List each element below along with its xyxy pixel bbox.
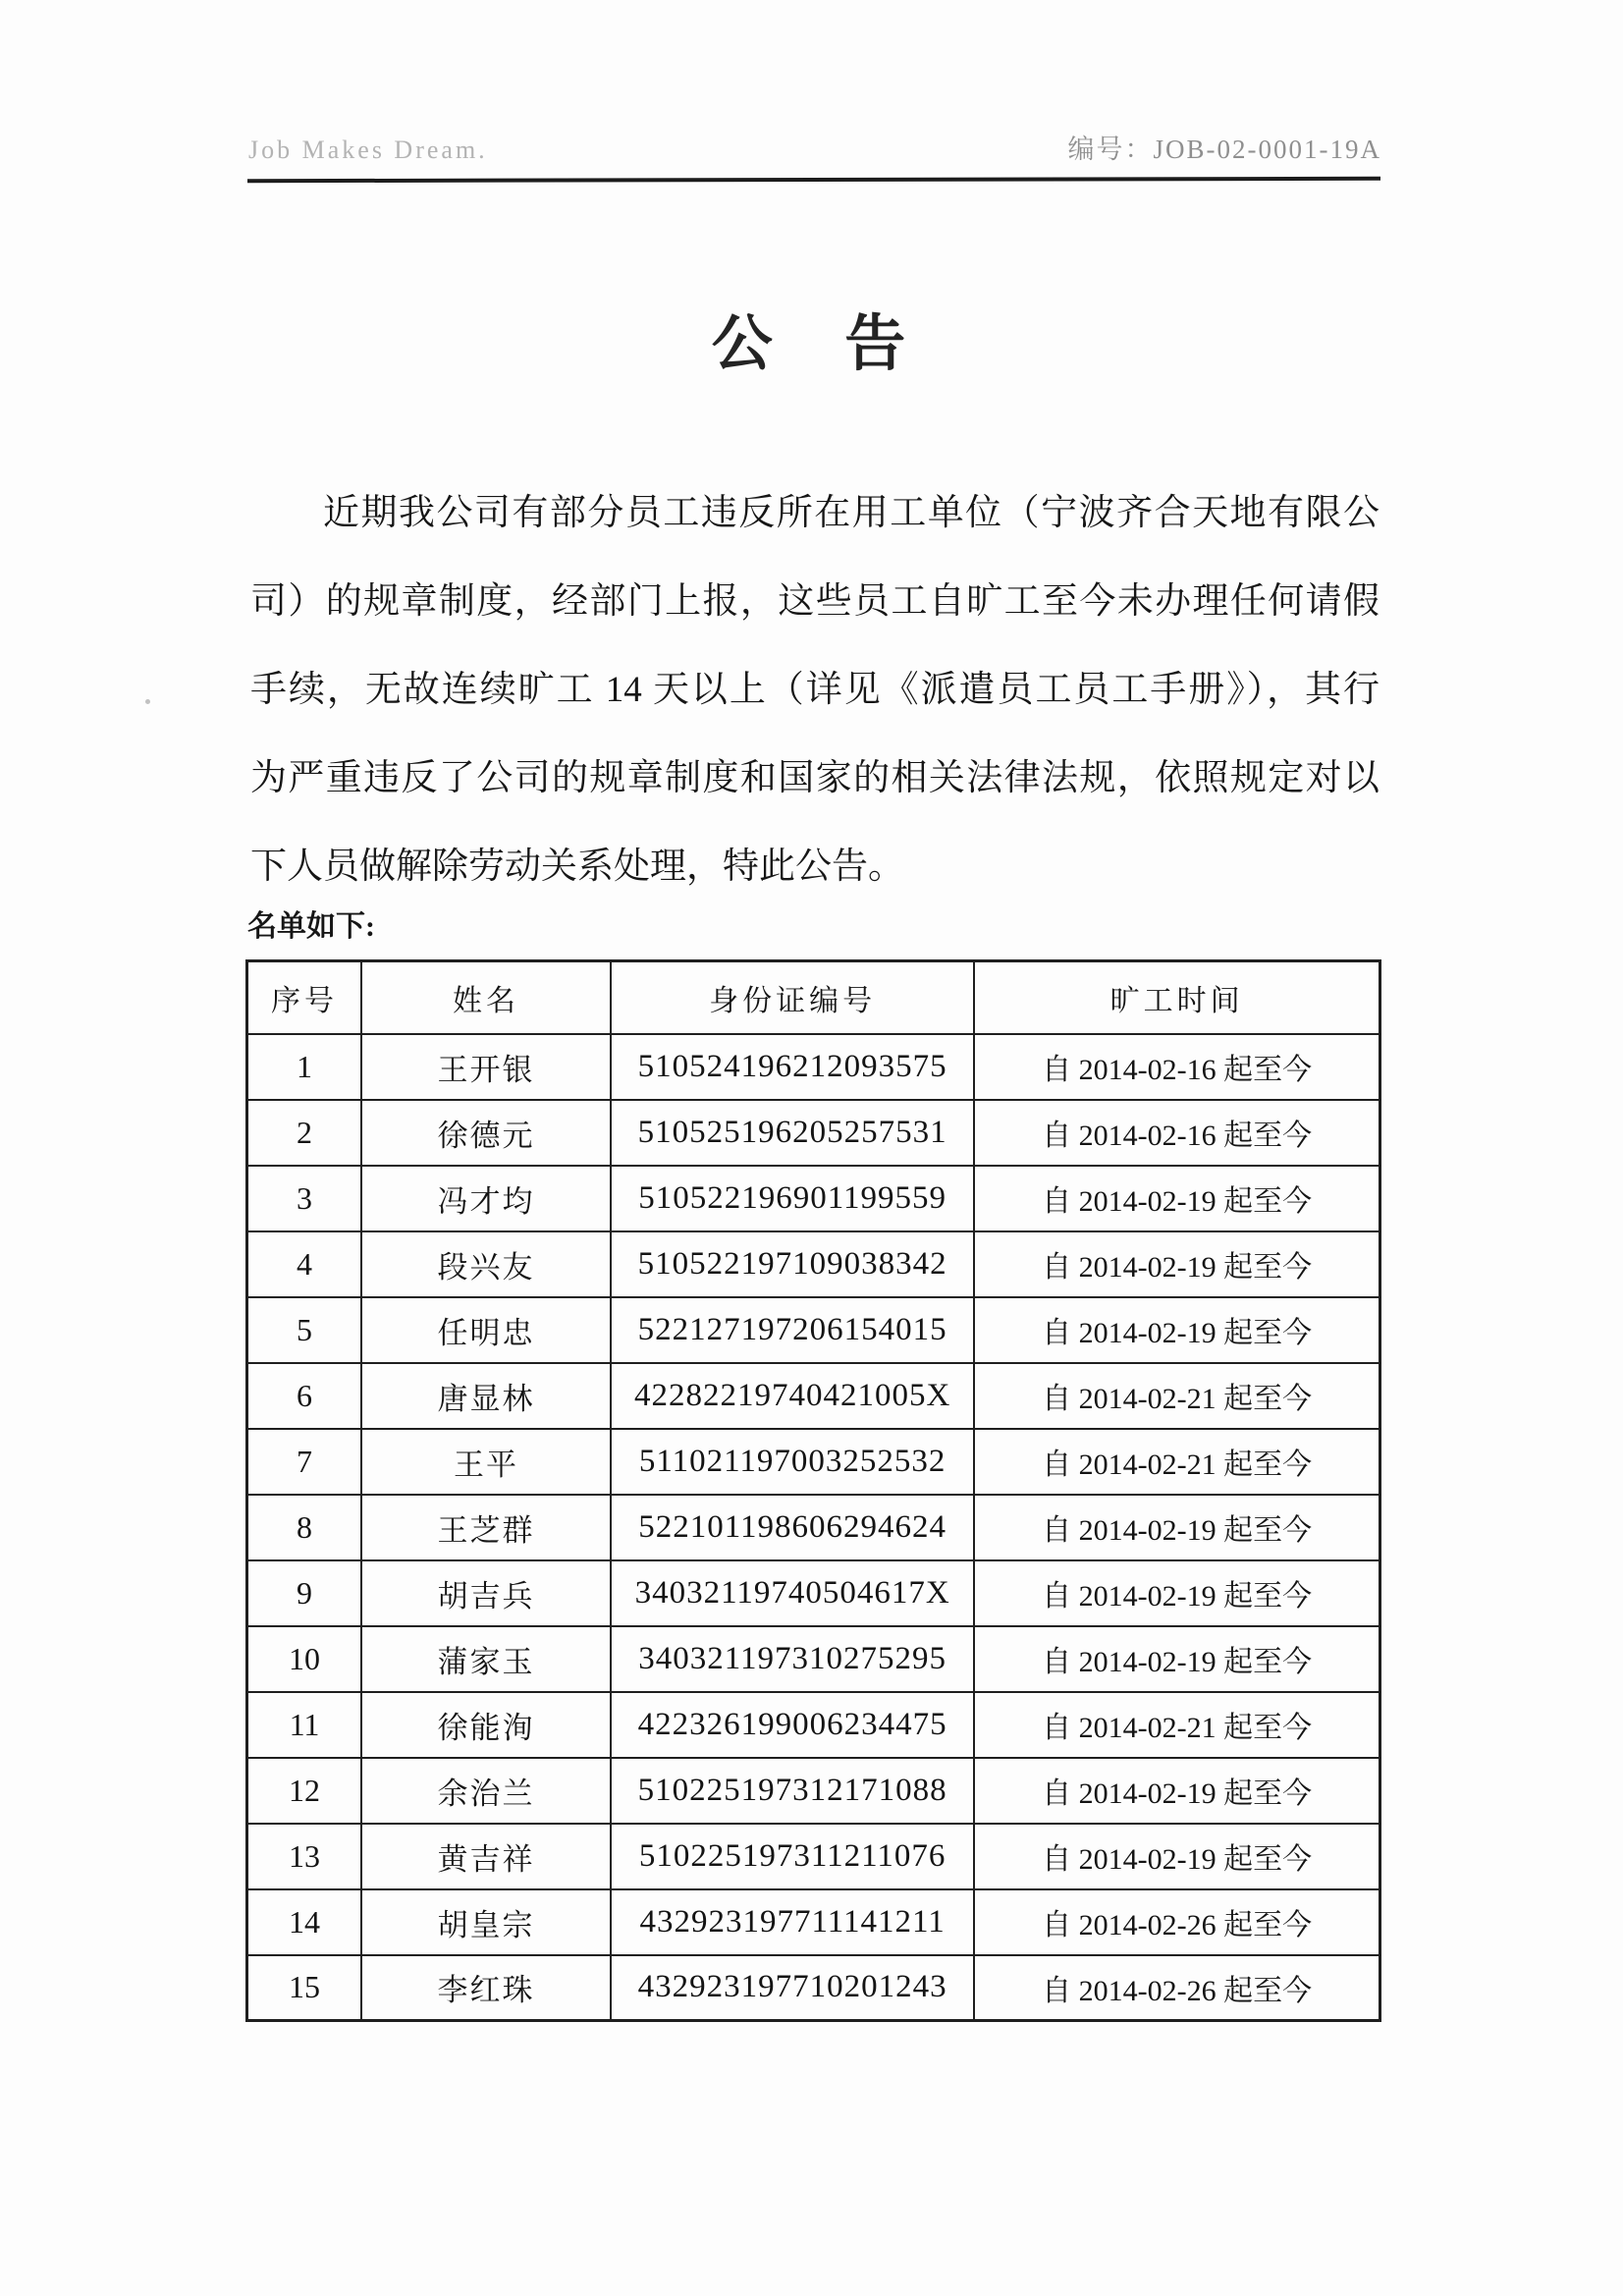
absence-period-cell: 自 2014-02-19 起至今	[974, 1758, 1380, 1824]
table-row	[247, 1034, 1380, 1100]
name-cell: 王平	[361, 1429, 611, 1495]
name-cell: 王芝群	[361, 1495, 611, 1560]
absence-period-cell: 自 2014-02-19 起至今	[974, 1231, 1380, 1297]
id-number-cell: 511021197003252532	[611, 1429, 974, 1495]
absence-period-cell: 自 2014-02-19 起至今	[974, 1824, 1380, 1889]
serial-cell: 2	[247, 1100, 362, 1166]
column-header-id-number: 身份证编号	[611, 961, 974, 1034]
company-slogan: Job Makes Dream.	[248, 136, 488, 164]
body-line: 为严重违反了公司的规章制度和国家的相关法律法规，依照规定对以	[250, 758, 1380, 798]
table-row	[247, 1231, 1380, 1297]
absence-period-cell: 自 2014-02-26 起至今	[974, 1889, 1380, 1955]
id-number-cell: 522127197206154015	[611, 1297, 974, 1363]
id-number-cell: 34032119740504617X	[611, 1560, 974, 1626]
column-header-absence-period: 旷工时间	[974, 961, 1380, 1034]
scan-artifact-dot	[145, 699, 150, 704]
table-row	[247, 1560, 1380, 1626]
id-number-cell: 42282219740421005X	[611, 1363, 974, 1429]
name-cell: 胡皇宗	[361, 1889, 611, 1955]
serial-cell: 13	[247, 1824, 362, 1889]
id-number-cell: 510225197311211076	[611, 1824, 974, 1889]
serial-cell: 3	[247, 1166, 362, 1231]
absence-period-cell: 自 2014-02-26 起至今	[974, 1955, 1380, 2021]
name-cell: 冯才均	[361, 1166, 611, 1231]
table-row	[247, 1166, 1380, 1231]
serial-cell: 9	[247, 1560, 362, 1626]
absence-period-cell: 自 2014-02-21 起至今	[974, 1363, 1380, 1429]
absence-period-cell: 自 2014-02-21 起至今	[974, 1429, 1380, 1495]
id-number-cell: 522101198606294624	[611, 1495, 974, 1560]
serial-cell: 7	[247, 1429, 362, 1495]
id-number-cell: 432923197711141211	[611, 1889, 974, 1955]
serial-cell: 8	[247, 1495, 362, 1560]
serial-cell: 6	[247, 1363, 362, 1429]
table-row	[247, 1824, 1380, 1889]
id-number-cell: 510524196212093575	[611, 1034, 974, 1100]
roster-label: 名单如下:	[247, 910, 375, 943]
body-line: 下人员做解除劳动关系处理，特此公告。	[250, 847, 904, 887]
header-divider	[247, 177, 1380, 183]
page-title: 公 告	[711, 311, 912, 378]
table-row	[247, 1100, 1380, 1166]
table-row	[247, 1692, 1380, 1758]
name-cell: 徐能洵	[361, 1692, 611, 1758]
id-number-cell: 510225197312171088	[611, 1758, 974, 1824]
absence-period-cell: 自 2014-02-21 起至今	[974, 1692, 1380, 1758]
id-number-cell: 510525196205257531	[611, 1100, 974, 1166]
table-row	[247, 1363, 1380, 1429]
table-header-row	[247, 961, 1380, 1034]
name-cell: 胡吉兵	[361, 1560, 611, 1626]
body-line: 手续，无故连续旷工 14 天以上（详见《派遣员工员工手册》），其行	[250, 670, 1380, 710]
absence-period-cell: 自 2014-02-19 起至今	[974, 1626, 1380, 1692]
table-row	[247, 1429, 1380, 1495]
serial-cell: 5	[247, 1297, 362, 1363]
table-row	[247, 1626, 1380, 1692]
id-number-cell: 340321197310275295	[611, 1626, 974, 1692]
name-cell: 余治兰	[361, 1758, 611, 1824]
serial-cell: 10	[247, 1626, 362, 1692]
absence-period-cell: 自 2014-02-19 起至今	[974, 1166, 1380, 1231]
column-header-serial: 序号	[247, 961, 362, 1034]
name-cell: 黄吉祥	[361, 1824, 611, 1889]
name-cell: 李红珠	[361, 1955, 611, 2021]
table-row	[247, 1495, 1380, 1560]
document-number: 编号：JOB-02-0001-19A	[1067, 135, 1381, 164]
serial-cell: 4	[247, 1231, 362, 1297]
name-cell: 徐德元	[361, 1100, 611, 1166]
table-row	[247, 1758, 1380, 1824]
serial-cell: 11	[247, 1692, 362, 1758]
column-header-name: 姓名	[361, 961, 611, 1034]
serial-cell: 12	[247, 1758, 362, 1824]
id-number-cell: 422326199006234475	[611, 1692, 974, 1758]
serial-cell: 1	[247, 1034, 362, 1100]
name-cell: 蒲家玉	[361, 1626, 611, 1692]
id-number-cell: 510522197109038342	[611, 1231, 974, 1297]
page-header	[248, 128, 1381, 166]
employee-table-body	[247, 1034, 1380, 2021]
name-cell: 唐显林	[361, 1363, 611, 1429]
id-number-cell: 510522196901199559	[611, 1166, 974, 1231]
name-cell: 段兴友	[361, 1231, 611, 1297]
serial-cell: 15	[247, 1955, 362, 2021]
absence-period-cell: 自 2014-02-19 起至今	[974, 1560, 1380, 1626]
table-row	[247, 1297, 1380, 1363]
terminated-employees-table	[245, 959, 1381, 2022]
name-cell: 任明忠	[361, 1297, 611, 1363]
absence-period-cell: 自 2014-02-16 起至今	[974, 1100, 1380, 1166]
announcement-body	[250, 469, 1380, 911]
serial-cell: 14	[247, 1889, 362, 1955]
table-row	[247, 1955, 1380, 2021]
body-line: 司）的规章制度，经部门上报，这些员工自旷工至今未办理任何请假	[250, 581, 1380, 622]
table-row	[247, 1889, 1380, 1955]
absence-period-cell: 自 2014-02-19 起至今	[974, 1495, 1380, 1560]
absence-period-cell: 自 2014-02-19 起至今	[974, 1297, 1380, 1363]
id-number-cell: 432923197710201243	[611, 1955, 974, 2021]
body-line: 近期我公司有部分员工违反所在用工单位（宁波齐合天地有限公	[323, 493, 1380, 533]
name-cell: 王开银	[361, 1034, 611, 1100]
absence-period-cell: 自 2014-02-16 起至今	[974, 1034, 1380, 1100]
